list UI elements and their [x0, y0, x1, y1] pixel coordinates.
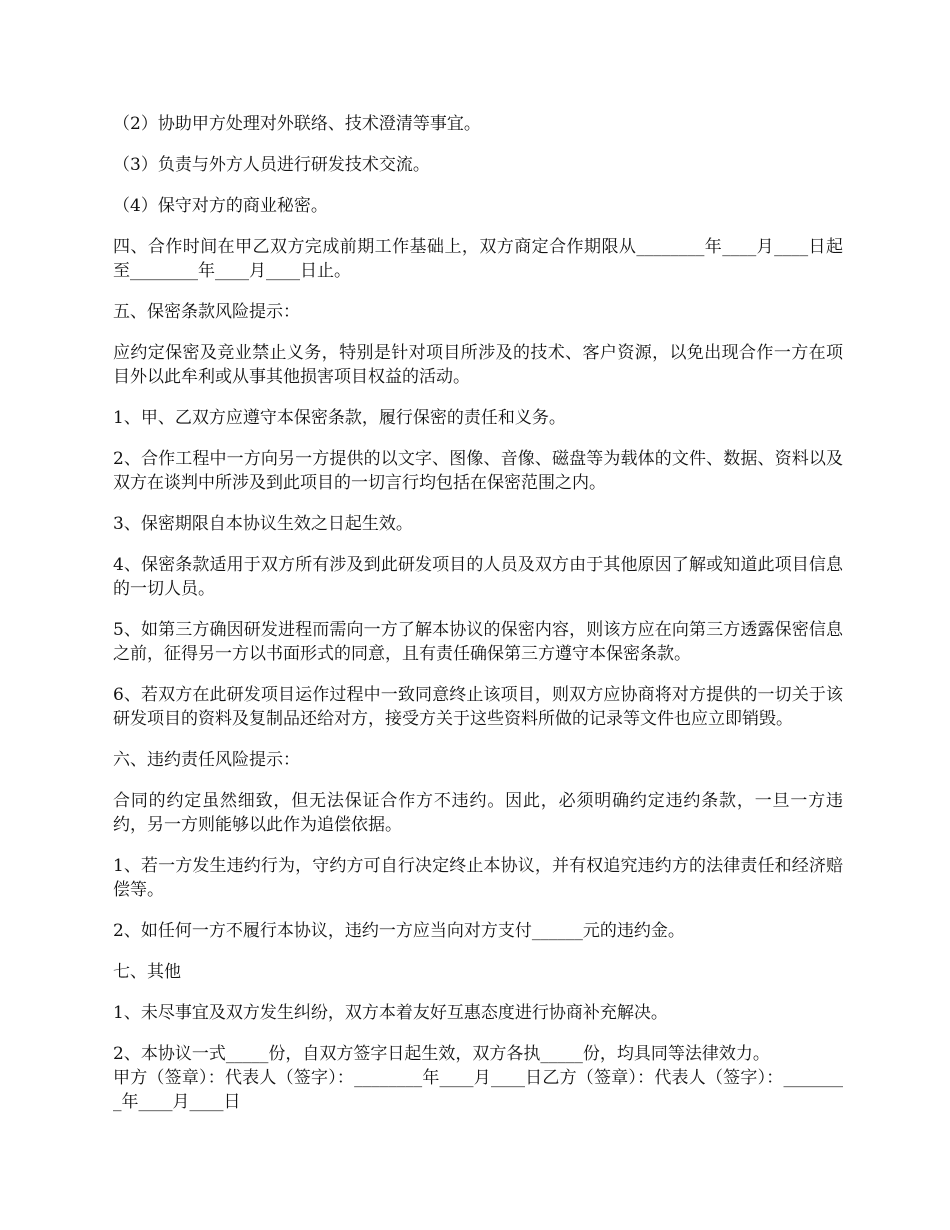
clause-paragraph: 4、保密条款适用于双方所有涉及到此研发项目的人员及双方由于其他原因了解或知道此项目信息的一切人员。	[113, 555, 843, 599]
document-body	[113, 112, 843, 1114]
clause-paragraph: 2、本协议一式_____份，自双方签字日起生效，双方各执_____份，均具同等法律效力。	[113, 1044, 770, 1064]
cooperation-period-paragraph: 四、合作时间在甲乙双方完成前期工作基础上，双方商定合作期限从________年____月____日起至________年____月____日止。	[113, 237, 843, 281]
section-heading: 五、保密条款风险提示：	[113, 302, 300, 322]
clause-paragraph: 2、如任何一方不履行本协议，违约一方应当向对方支付______元的违约金。	[113, 921, 685, 941]
clause-paragraph: 合同的约定虽然细致，但无法保证合作方不违约。因此，必须明确约定违约条款，一旦一方违约，另一方则能够以此作为追偿依据。	[113, 791, 843, 835]
clause-paragraph: 6、若双方在此研发项目运作过程中一致同意终止该项目，则双方应协商将对方提供的一切关于该研发项目的资料及复制品还给对方，接受方关于这些资料所做的记录等文件也应立即销毁。	[113, 685, 843, 729]
clause-paragraph: （2）协助甲方处理对外联络、技术澄清等事宜。	[113, 114, 481, 134]
clause-paragraph: （3）负责与外方人员进行研发技术交流。	[113, 155, 430, 175]
clause-paragraph: 1、甲、乙双方应遵守本保密条款，履行保密的责任和义务。	[113, 408, 566, 428]
clause-paragraph: （4）保守对方的商业秘密。	[113, 196, 328, 216]
signature-line: 甲方（签章）：代表人（签字）：________年____月____日乙方（签章）：代表人（签字）：________年____月____日	[113, 1068, 843, 1112]
section-heading: 六、违约责任风险提示：	[113, 750, 300, 770]
clause-paragraph: 1、未尽事宜及双方发生纠纷，双方本着友好互惠态度进行协商补充解决。	[113, 1003, 668, 1023]
clause-paragraph: 5、如第三方确因研发进程而需向一方了解本协议的保密内容，则该方应在向第三方透露保密信息之前，征得另一方以书面形式的同意，且有责任确保第三方遵守本保密条款。	[113, 620, 843, 664]
clause-paragraph: 应约定保密及竞业禁止义务，特别是针对项目所涉及的技术、客户资源，以免出现合作一方在项目外以此牟利或从事其他损害项目权益的活动。	[113, 343, 843, 387]
clause-paragraph: 1、若一方发生违约行为，守约方可自行决定终止本协议，并有权追究违约方的法律责任和经济赔偿等。	[113, 856, 843, 900]
section-heading: 七、其他	[113, 962, 181, 982]
clause-paragraph: 3、保密期限自本协议生效之日起生效。	[113, 514, 413, 534]
clause-paragraph: 2、合作工程中一方向另一方提供的以文字、图像、音像、磁盘等为载体的文件、数据、资料以及双方在谈判中所涉及到此项目的一切言行均包括在保密范围之内。	[113, 449, 843, 493]
